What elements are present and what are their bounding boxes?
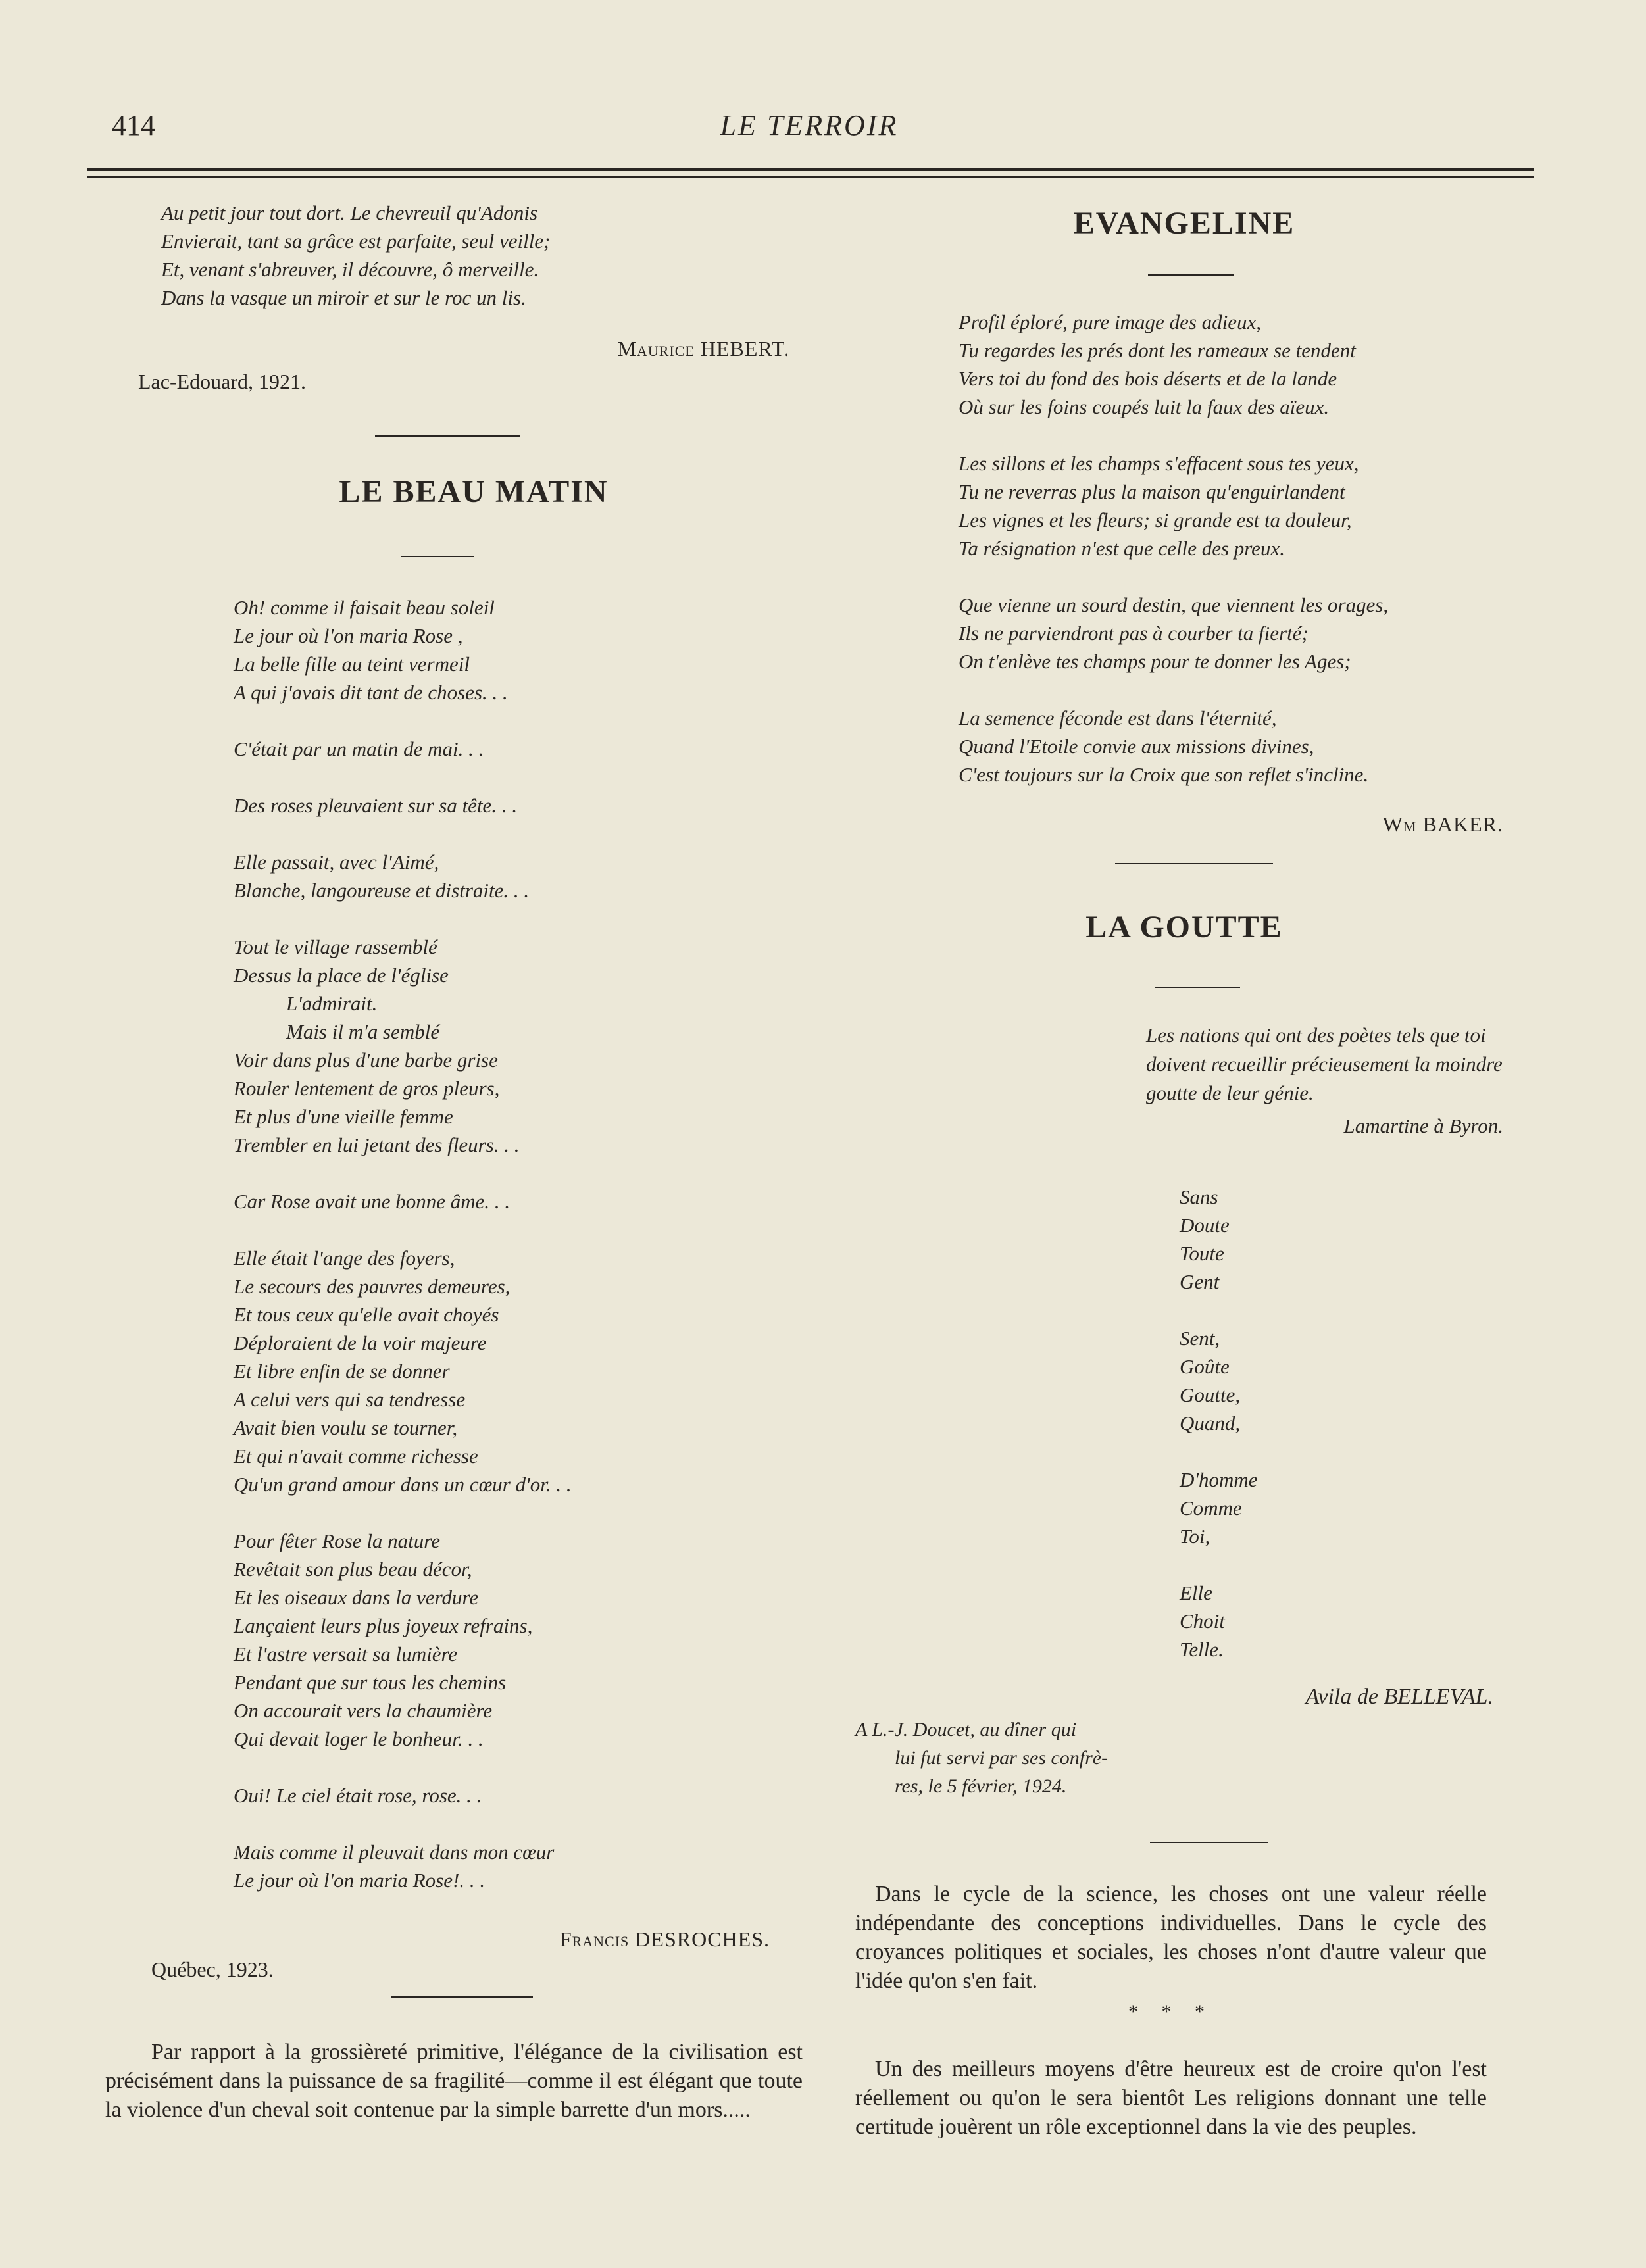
- verse-line: Et plus d'une vieille femme: [234, 1105, 453, 1128]
- epigraph-author: Lamartine à Byron.: [1343, 1114, 1503, 1137]
- section-divider: [1150, 1842, 1268, 1843]
- verse-line: Tu regardes les prés dont les rameaux se tendent: [959, 339, 1356, 362]
- verse-line: Ils ne parviendront pas à courber ta fierté;: [959, 622, 1309, 645]
- epigraph: Les nations qui ont des poètes tels que toi doivent recueillir précieusement la moindre goutte de leur génie.: [1146, 1023, 1503, 1104]
- section-stars: * * *: [1128, 2001, 1214, 2023]
- page-header: [86, 109, 1533, 148]
- goutte-poem: [1180, 1183, 1258, 1664]
- verse-line: Qui devait loger le bonheur. . .: [234, 1727, 484, 1750]
- verse-line: Quand l'Etoile convie aux missions divines,: [959, 735, 1314, 758]
- verse-line: Au petit jour tout dort. Le chevreuil qu'Adonis: [161, 201, 538, 224]
- verse-line: Mais il m'a semblé: [286, 1020, 440, 1043]
- dedication-line: lui fut servi par ses confrè-: [895, 1747, 1109, 1769]
- verse-line: Toute: [1180, 1242, 1224, 1265]
- stanza: [234, 933, 572, 1159]
- verse-line: Le secours des pauvres demeures,: [234, 1275, 511, 1298]
- verse-line: Où sur les foins coupés luit la faux des aïeux.: [959, 395, 1330, 418]
- evangeline-title: EVANGELINE: [1073, 206, 1295, 241]
- evangeline-author: Wm BAKER.: [1382, 812, 1503, 836]
- verse-line: Avait bien voulu se tourner,: [234, 1416, 458, 1439]
- stanza: [234, 1838, 572, 1894]
- right-prose-2: Un des meilleurs moyens d'être heureux est de croire qu'on l'est réellement ou qu'on le sera bientôt Les religions donnant une telle certitude jouèrent un rôle exceptionnel dans la vie des peuples.: [855, 2057, 1487, 2139]
- verse-line: C'est toujours sur la Croix que son reflet s'incline.: [959, 763, 1369, 786]
- verse-line: Pour fêter Rose la nature: [234, 1529, 440, 1552]
- verse-line: Quand,: [1180, 1412, 1241, 1435]
- verse-line: Sent,: [1180, 1327, 1220, 1350]
- section-divider: [1115, 863, 1273, 864]
- stanza: [1180, 1579, 1258, 1664]
- intro-author: Maurice HEBERT.: [617, 337, 789, 360]
- stanza: [234, 593, 572, 706]
- dedication: [855, 1715, 1108, 1800]
- verse-line: Tout le village rassemblé: [234, 935, 437, 958]
- stanza: [959, 308, 1388, 421]
- verse-line: Vers toi du fond des bois déserts et de la lande: [959, 367, 1337, 390]
- verse-line: Et tous ceux qu'elle avait choyés: [234, 1303, 499, 1326]
- verse-line: Elle: [1180, 1581, 1212, 1604]
- stanza: [959, 449, 1388, 562]
- stanza: [234, 1527, 572, 1753]
- poem-body: [234, 593, 572, 1894]
- header-rule-inner: [87, 176, 1534, 178]
- verse-line: Goûte: [1180, 1355, 1230, 1378]
- dedication-line: A L.-J. Doucet, au dîner qui: [855, 1719, 1077, 1740]
- verse-line: Gent: [1180, 1270, 1220, 1293]
- verse-line: Et les oiseaux dans la verdure: [234, 1586, 479, 1609]
- stanza: [1180, 1466, 1258, 1550]
- goutte-author: Avila de BELLEVAL.: [1305, 1685, 1493, 1709]
- verse-line: A celui vers qui sa tendresse: [234, 1388, 466, 1411]
- verse-line: Car Rose avait une bonne âme. . .: [234, 1190, 511, 1213]
- verse-line: Voir dans plus d'une barbe grise: [234, 1048, 498, 1072]
- poem-author: Francis DESROCHES.: [559, 1927, 770, 1951]
- verse-line: Lançaient leurs plus joyeux refrains,: [234, 1614, 533, 1637]
- stanza: [959, 704, 1388, 789]
- verse-line: On t'enlève tes champs pour te donner les Ages;: [959, 650, 1351, 673]
- verse-line: Et l'astre versait sa lumière: [234, 1642, 458, 1665]
- verse-line: Des roses pleuvaient sur sa tête. . .: [234, 794, 518, 817]
- stanza: [959, 591, 1388, 676]
- verse-line: Ta résignation n'est que celle des preux.: [959, 537, 1285, 560]
- dedication-line: res, le 5 février, 1924.: [895, 1775, 1067, 1797]
- verse-line: D'homme: [1180, 1468, 1258, 1491]
- page-number: 414: [112, 109, 155, 141]
- poem-title: LE BEAU MATIN: [339, 474, 609, 509]
- verse-line: Et, venant s'abreuver, il découvre, ô merveille.: [161, 258, 539, 281]
- verse-line: Comme: [1180, 1496, 1242, 1519]
- verse-line: Pendant que sur tous les chemins: [234, 1671, 507, 1694]
- verse-line: Les vignes et les fleurs; si grande est ta douleur,: [959, 508, 1352, 531]
- verse-line: La belle fille au teint vermeil: [234, 653, 470, 676]
- verse-line: Que vienne un sourd destin, que viennent les orages,: [959, 593, 1389, 616]
- verse-line: Oui! Le ciel était rose, rose. . .: [234, 1784, 482, 1807]
- verse-line: Et qui n'avait comme richesse: [234, 1444, 478, 1467]
- verse-line: C'était par un matin de mai. . .: [234, 737, 484, 760]
- verse-line: Tu ne reverras plus la maison qu'enguirlandent: [959, 480, 1345, 503]
- stanza: [234, 735, 572, 763]
- verse-line: Le jour où l'on maria Rose!. . .: [234, 1869, 486, 1892]
- verse-line: Rouler lentement de gros pleurs,: [234, 1077, 500, 1100]
- right-prose-1: Dans le cycle de la science, les choses ont une valeur réelle indépendante des conceptions individuelles. Dans le cycle des croyances politiques et sociales, les choses n'ont d'autre valeur que l'idée qu'on s'en fait.: [855, 1882, 1487, 1993]
- verse-line: Qu'un grand amour dans un cœur d'or. . .: [234, 1473, 572, 1496]
- section-divider: [391, 1996, 533, 1998]
- title-rule: [1155, 987, 1240, 988]
- stanza: [234, 1781, 572, 1810]
- evangeline-poem: [959, 308, 1388, 789]
- stanza: [234, 1244, 572, 1498]
- verse-line: Elle était l'ange des foyers,: [234, 1246, 455, 1270]
- verse-line: Déploraient de la voir majeure: [234, 1331, 487, 1354]
- section-divider: [375, 435, 520, 437]
- verse-line: A qui j'avais dit tant de choses. . .: [234, 681, 508, 704]
- verse-line: Choit: [1180, 1610, 1225, 1633]
- verse-line: Envierait, tant sa grâce est parfaite, seul veille;: [161, 230, 551, 253]
- verse-line: Revêtait son plus beau décor,: [234, 1558, 472, 1581]
- verse-line: La semence féconde est dans l'éternité,: [959, 706, 1277, 729]
- verse-line: Les sillons et les champs s'effacent sous tes yeux,: [959, 452, 1359, 475]
- poem-place: Québec, 1923.: [151, 1958, 274, 1981]
- stanza: [1180, 1324, 1258, 1437]
- verse-line: Blanche, langoureuse et distraite. . .: [234, 879, 530, 902]
- verse-line: Trembler en lui jetant des fleurs. . .: [234, 1133, 520, 1156]
- verse-line: L'admirait.: [286, 992, 378, 1015]
- running-title: LE TERROIR: [720, 109, 899, 141]
- title-rule: [1148, 274, 1234, 276]
- verse-line: Toi,: [1180, 1525, 1210, 1548]
- left-prose: Par rapport à la grossièreté primitive, l'élégance de la civilisation est précisément dans la puissance de sa fragilité—comme il est élégant que toute la violence d'un cheval soit contenue par la simple barrette d'un mors.....: [105, 2040, 803, 2122]
- goutte-title: LA GOUTTE: [1085, 910, 1283, 945]
- verse-line: Dans la vasque un miroir et sur le roc un lis.: [161, 286, 526, 309]
- stanza: [234, 791, 572, 820]
- verse-line: Goutte,: [1180, 1383, 1241, 1406]
- verse-line: Doute: [1180, 1214, 1230, 1237]
- stanza: [1180, 1183, 1258, 1296]
- intro-stanza: [161, 199, 550, 312]
- verse-line: Sans: [1180, 1185, 1218, 1208]
- header-rule: [87, 168, 1534, 171]
- stanza: [234, 1187, 572, 1216]
- verse-line: Profil éploré, pure image des adieux,: [959, 310, 1262, 333]
- intro-place: Lac-Edouard, 1921.: [138, 370, 307, 393]
- verse-line: Mais comme il pleuvait dans mon cœur: [234, 1840, 555, 1863]
- verse-line: Oh! comme il faisait beau soleil: [234, 596, 495, 619]
- verse-line: Elle passait, avec l'Aimé,: [234, 851, 439, 874]
- title-rule: [401, 556, 474, 557]
- stanza: [234, 848, 572, 904]
- verse-line: On accourait vers la chaumière: [234, 1699, 493, 1722]
- verse-line: Le jour où l'on maria Rose ,: [234, 624, 463, 647]
- verse-line: Et libre enfin de se donner: [234, 1360, 450, 1383]
- verse-line: Telle.: [1180, 1638, 1224, 1661]
- verse-line: Dessus la place de l'église: [234, 964, 449, 987]
